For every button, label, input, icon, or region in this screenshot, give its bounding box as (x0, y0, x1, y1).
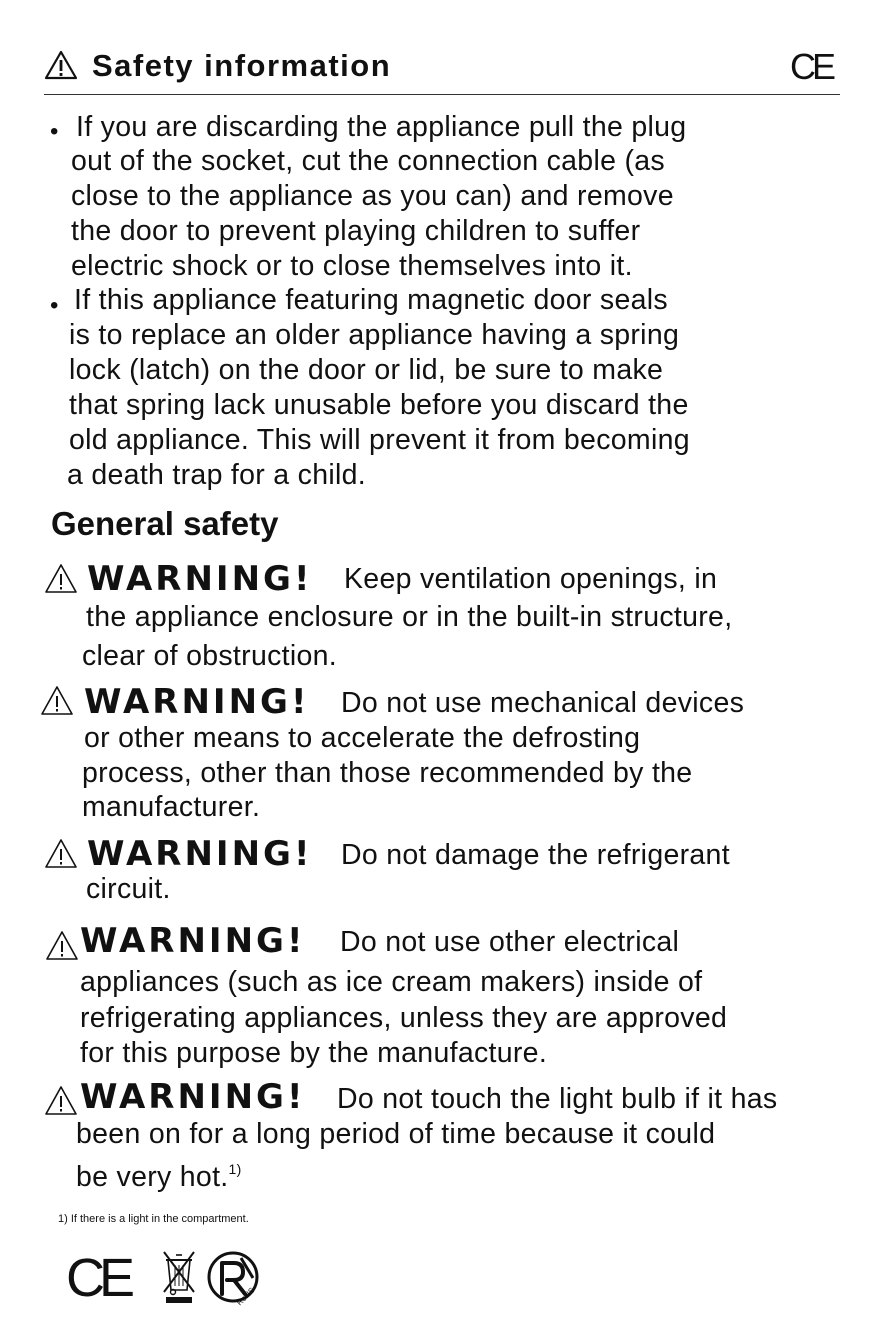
warning-label: WARNING! (80, 1077, 306, 1117)
warning4-line: Do not use other electrical (340, 926, 680, 958)
footnote: 1) If there is a light in the compartment. (58, 1213, 249, 1225)
bullet-dot: • (50, 292, 59, 319)
crossed-out-wheelie-bin-icon (160, 1250, 198, 1306)
warning2-line: manufacturer. (82, 791, 261, 823)
bullet2-line: is to replace an older appliance having a spring (69, 319, 680, 351)
warning-label: WARNING! (80, 921, 306, 961)
bullet2-line: old appliance. This will prevent it from becoming (69, 424, 690, 456)
header-divider (44, 94, 840, 95)
warning2-line: or other means to accelerate the defrosting (84, 722, 641, 754)
warning-triangle-icon (40, 685, 74, 716)
ce-mark-large: CE (66, 1248, 130, 1308)
warning-triangle-icon (44, 563, 78, 594)
bullet1-line: the door to prevent playing children to suffer (71, 215, 641, 247)
warning1-line: Keep ventilation openings, in (344, 563, 718, 595)
page-header (44, 44, 840, 92)
bullet1-line: If you are discarding the appliance pull the plug (76, 111, 687, 143)
warning-label: WARNING! (87, 834, 313, 874)
warning-label: WARNING! (84, 682, 310, 722)
warning5-line (76, 1152, 242, 1194)
bullet1-line: out of the socket, cut the connection cable (as (71, 145, 665, 177)
warning5-text: be very hot. (76, 1161, 229, 1193)
bullet2-line: a death trap for a child. (67, 459, 367, 491)
warning3-line: circuit. (86, 873, 171, 905)
bullet-dot: • (50, 118, 59, 145)
bullet2-line: lock (latch) on the door or lid, be sure to make (69, 354, 664, 386)
warning1-line: the appliance enclosure or in the built-in structure, (86, 601, 733, 633)
warning-triangle-icon (44, 1085, 78, 1116)
rohs-icon (205, 1248, 267, 1310)
bullet2-line: that spring lack unusable before you discard the (69, 389, 689, 421)
bullet1-line: electric shock or to close themselves into it. (71, 250, 633, 282)
warning-label: WARNING! (87, 559, 313, 599)
warning5-line: been on for a long period of time because it could (76, 1118, 716, 1150)
warning2-line: Do not use mechanical devices (341, 687, 745, 719)
page-title: Safety information (92, 48, 392, 83)
bullet2-line: If this appliance featuring magnetic door seals (74, 284, 668, 316)
warning-triangle-icon (45, 930, 79, 961)
warning4-line: appliances (such as ice cream makers) inside of (80, 966, 703, 998)
section-title: General safety (51, 505, 279, 542)
warning2-line: process, other than those recommended by the (82, 757, 693, 789)
warning5-line: Do not touch the light bulb if it has (337, 1083, 778, 1115)
warning4-line: for this purpose by the manufacture. (80, 1037, 548, 1069)
bullet1-line: close to the appliance as you can) and remove (71, 180, 674, 212)
ce-mark: CE (789, 46, 832, 87)
rohs-label: RoHS (234, 1285, 257, 1308)
warning4-line: refrigerating appliances, unless they are approved (80, 1002, 728, 1034)
warning1-line: clear of obstruction. (82, 640, 338, 672)
warning3-line: Do not damage the refrigerant (341, 839, 730, 871)
footnote-ref: 1) (228, 1161, 242, 1177)
warning-triangle-icon (44, 50, 78, 80)
warning-triangle-icon (44, 838, 78, 869)
